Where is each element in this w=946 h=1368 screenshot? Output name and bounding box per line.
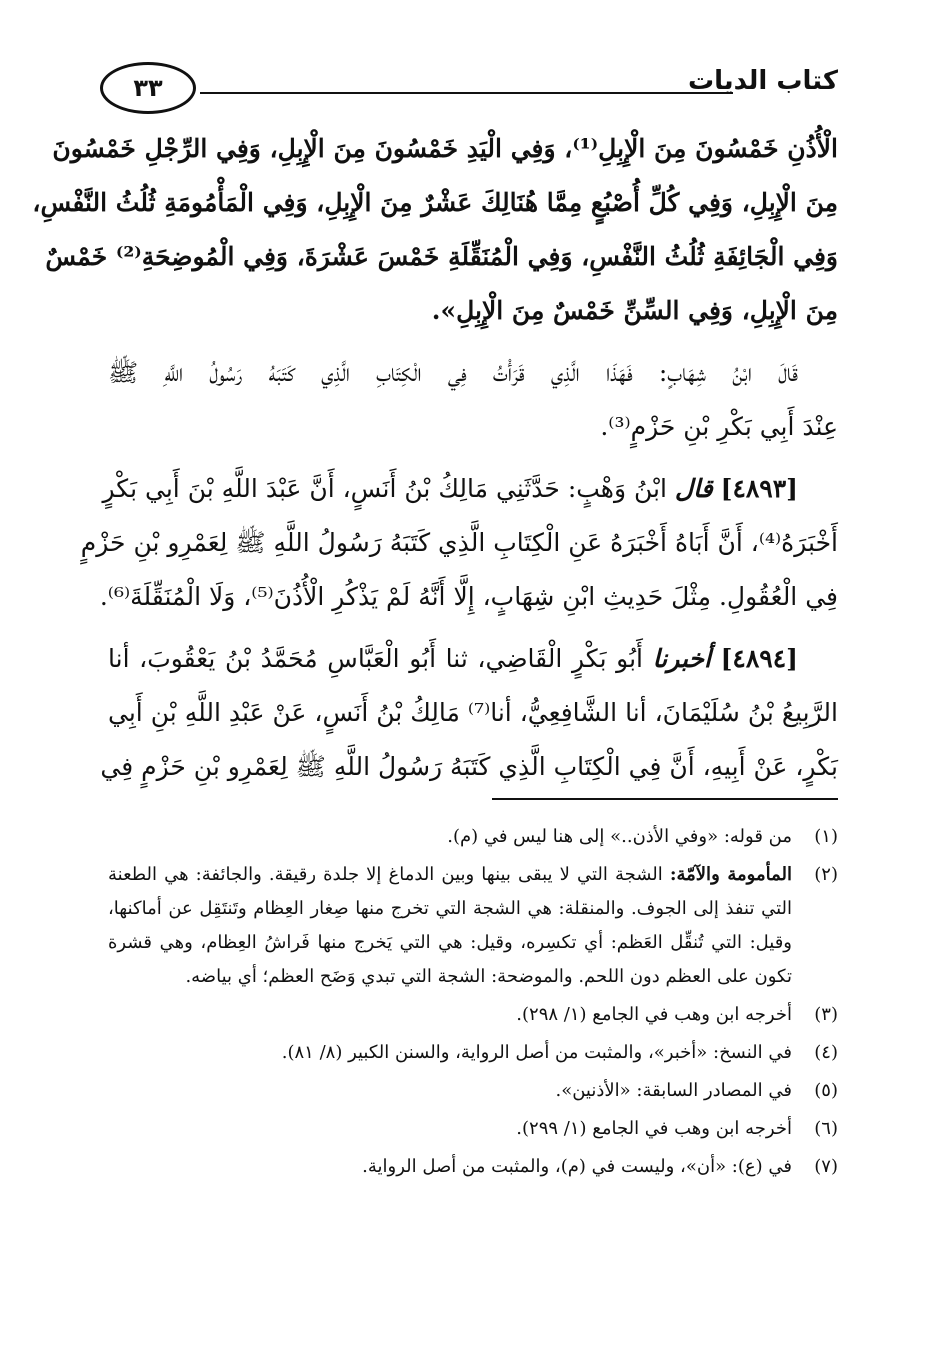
hadith-text: ابْنُ وَهْبٍ: حَدَّثَنِي مَالِكُ بْنُ أَنَسٍ، أَنَّ عَبْدَ اللَّهِ بْنَ أَبِي بَكْرٍ <box>102 474 667 503</box>
hadith-text: أَبُو بَكْرٍ الْقَاضِي، ثنا أَبُو الْعَبَّاسِ مُحَمَّدُ بْنُ يَعْقُوبَ، أنا <box>108 644 643 673</box>
footnote-item <box>108 1074 838 1108</box>
footnote-item <box>108 998 838 1032</box>
hadith-number: [٤٨٩٤] <box>720 644 798 673</box>
footnote-text <box>108 858 792 994</box>
footnote-item <box>108 858 838 994</box>
footnote-item <box>108 820 838 854</box>
footnotes <box>108 820 838 1188</box>
text-line: وَفِي الْجَائِفَةِ ثُلُثُ النَّفْسِ، وَفِي الْمُنَقِّلَةِ خَمْسَ عَشْرَةَ، وَفِي الْمُوضِحَةِ⁽²⁾ خَمْسٌ <box>45 242 838 271</box>
text-line: مِنَ الْإِبِلِ، وَفِي كُلِّ أُصْبُعٍ مِمَّا هُنَالِكَ عَشْرٌ مِنَ الْإِبِلِ، وَفِي الْمَأْمُومَةِ ثُلُثُ النَّفْسِ، <box>32 188 838 217</box>
footnote-number: (٧) <box>814 1156 838 1177</box>
text-line: فِي الْعُقُولِ. مِثْلَ حَدِيثِ ابْنِ شِهَابٍ، إِلَّا أَنَّهُ لَمْ يَذْكُرِ الْأُذُنَ⁽⁵⁾، وَلَا الْمُنَقِّلَةَ⁽⁶⁾. <box>99 582 838 611</box>
footnote-text: في النسخ: «أخبر»، والمثبت من أصل الرواية، والسنن الكبير (٨/ ٨١). <box>281 1042 792 1063</box>
footnote-item <box>108 1112 838 1146</box>
footnote-number: (٤) <box>814 1042 838 1063</box>
hadith-keyword: أخبرنا <box>652 644 711 673</box>
hadith-keyword: قال <box>674 474 713 503</box>
footnote-item <box>108 1150 838 1184</box>
footnote-definition: الشجة التي لا يبقى بينها وبين الدماغ إلا جلدة رقيقة. والجائفة: هي الطعنة التي تنفذ إلى الجوف. والمنقلة: هي الشجة التي تخرج منها صِغار العِظام وتَنتَقِل عن أماكنها، وقيل: التي تُنقِّل العَظم: أي تكسِره، وقيل: هي التي يَخرج منها فَراشُ العِظام، وهي قشرة تكون على العظم دون اللحم. والموضحة: الشجة التي تبدي وَضَح العظم؛ أي بياضه. <box>108 864 792 987</box>
page-header <box>100 62 838 120</box>
footnote-number: (٢) <box>814 864 838 885</box>
footnote-text: من قوله: «وفي الأذن..» إلى هنا ليس في (م). <box>447 826 792 847</box>
footnote-text: في المصادر السابقة: «الأذنين». <box>555 1080 792 1101</box>
footnote-number: (١) <box>814 826 838 847</box>
footnote-text: في (ع): «أن»، وليست في (م)، والمثبت من أصل الرواية. <box>362 1156 792 1177</box>
text-line: الْأُذُنِ خَمْسُونَ مِنَ الْإِبِلِ⁽¹⁾، وَفِي الْيَدِ خَمْسُونَ مِنَ الْإِبِلِ، وَفِي الرِّجْلِ خَمْسُونَ <box>52 134 838 163</box>
text-line: أَخْبَرَهُ⁽⁴⁾، أَنَّ أَبَاهُ أَخْبَرَهُ عَنِ الْكِتَابِ الَّذِي كَتَبَهُ رَسُولُ اللَّهِ ﷺ لِعَمْرِو بْنِ حَزْمٍ <box>80 528 838 557</box>
text-line: قَالَ ابْنُ شِهَابٍ: فَهَذَا الَّذِي قَرَأْتُ فِي الْكِتَابِ الَّذِي كَتَبَهُ رَسُولُ اللَّهِ ﷺ <box>108 358 798 387</box>
text-line: عِنْدَ أَبِي بَكْرِ بْنِ حَزْمٍ⁽³⁾. <box>600 412 838 441</box>
text-line: مِنَ الْإِبِلِ، وَفِي السِّنِّ خَمْسٌ مِنَ الْإِبِلِ». <box>431 296 838 325</box>
hadith-4894-first-line <box>108 632 838 686</box>
footnote-item <box>108 1036 838 1070</box>
hadith-4893-first-line <box>102 462 838 516</box>
hadith-number: [٤٨٩٣] <box>720 474 798 503</box>
footnote-number: (٥) <box>814 1080 838 1101</box>
page-number: ٣٣ <box>100 62 196 114</box>
footnote-text: أخرجه ابن وهب في الجامع (١/ ٢٩٨). <box>516 1004 792 1025</box>
footnote-term: المأمومة والآمّة: <box>669 864 792 885</box>
header-rule <box>200 92 733 94</box>
text-line: بَكْرٍ، عَنْ أَبِيهِ، أَنَّ فِي الْكِتَابِ الَّذِي كَتَبَهُ رَسُولُ اللَّهِ ﷺ لِعَمْرِو بْنِ حَزْمٍ فِي <box>100 752 838 781</box>
book-title: كتاب الديات <box>687 66 838 96</box>
text-line: الرَّبِيعُ بْنُ سُلَيْمَانَ، أنا الشَّافِعِيُّ، أنا⁽⁷⁾ مَالِكُ بْنُ أَنَسٍ، عَنْ عَبْدِ اللَّهِ بْنِ أَبِي <box>108 698 838 727</box>
footnote-number: (٦) <box>814 1118 838 1139</box>
footnote-number: (٣) <box>814 1004 838 1025</box>
footnote-text: أخرجه ابن وهب في الجامع (١/ ٢٩٩). <box>516 1118 792 1139</box>
main-text <box>32 122 838 794</box>
footnote-separator <box>492 798 838 800</box>
